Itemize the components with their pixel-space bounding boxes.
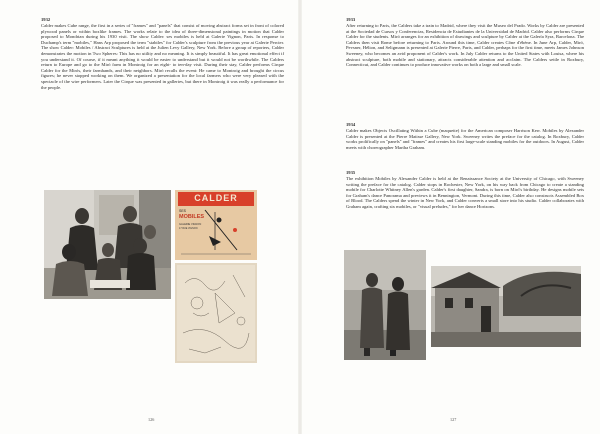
left-page: [0, 0, 298, 434]
photo-farmhouse: [431, 266, 581, 347]
right-page: [302, 0, 600, 434]
poster-address: 17 RUE VIGNON: [179, 227, 198, 230]
left-page-number: 126: [148, 417, 155, 422]
entry-text-1933: After returning to Paris, the Calders take a train to Madrid, where they visit the Museo del Prado. Works by Calder are presented at the Sociedad de Cursos y Conferencias, Residencia de Estudiantes de la Universidad de Madrid. Calder also performs Cirque Calder for the students. Miró arranges for an exhibition of drawings and sculpture by Calder at the Galería Syra, Barcelona. The Calders then visit Rome before returning to Paris. Around this time, Calder creates Cône d'ébène. In June Arp, Calder, Miró, Pevsner, Hélion, and Seligmann is presented at Galerie Pierre, Paris, and Calder, perhaps for the first time, meets James Johnson Sweeney, who becomes an avid proponent of Calder's work. In July Calder returns to the United States with Louisa, where his abstract sculpture, both mobile and stationary, attracts considerable attention and acclaim. The Calders settle in Roxbury, Connecticut, and Calder continues to produce innovative works on both a large and small scale.: [346, 23, 584, 68]
poster-subtitle: SES: [179, 209, 187, 213]
poster-title: MOBILES: [179, 214, 205, 220]
year-heading-1935: 1935: [346, 170, 356, 175]
sketch-drawing: [175, 263, 257, 363]
year-heading-1934: 1934: [346, 122, 356, 127]
entry-1934: [346, 122, 584, 150]
photo-couple: [344, 250, 426, 360]
entry-1933: [346, 17, 584, 68]
entry-text-1934: Calder makes Objects Oscillating Within a Cube (maquette) for the American composer Harrison Kerr. Mobiles by Alexander Calder is presented at the Pierre Matisse Gallery, New York. Sweeney writes the preface for the catalog. In Roxbury, Calder works prolifically on "panels" and "frames" and creates his first large-scale standing mobiles for the outdoors. In August, Calder meets with choreographer Martha Graham.: [346, 128, 584, 150]
entry-text-1935: The exhibition Mobiles by Alexander Calder is held at the Renaissance Society at the University of Chicago, with Sweeney writing the preface for the catalog. Calder stops in Rochester, New York, on his way back from Chicago to create a standing mobile for Charlotte Whitney Allen's garden. Calder's first daughter, Sandra, is born on Miró's birthday. He designs mobile sets for Graham's dance Panorama and previews it in Bennington, Vermont. During this time, Calder also constructs Assembled Box of Blood. The Calders spend the winter in New York, and Calder converts a small store into his studio. Calder collaborates with Graham again, crafting six mobiles, or "visual preludes," for her dance Horizons.: [346, 176, 584, 209]
left-text-block: [41, 17, 284, 90]
right-page-number: 127: [450, 417, 457, 422]
poster-artist-name: CALDER: [194, 193, 238, 203]
poster-venue: GALERIE VIGNON: [179, 223, 202, 226]
entry-text-1932: Calder makes Cube range, the first in a series of "frames" and "panels" that consist of moving abstract forms set in front of colored plywood panels or within boxlike frames. The works relate to the idea of three-dimensional paintings in motion that Calder proposed to Mondrian during his 1930 visit. The show Calder: ses mobiles is held at Galerie Vignon, Paris. In response to Duchamp's term "mobiles," Hans Arp proposed the term "stabiles" for Calder's sculpture from the previous year at Galerie Percier. The show Calder: Mobiles / Abstract Sculptures is held at the Julien Levy Gallery, New York. Before a group of reporters, Calder demonstrates the motion in Two Spheres: This has no utility and no meaning. It is simply beautiful. It has great emotional effect if you understand it. Of course, if it meant anything it would be easier to understand but it would not be worthwhile. The Calders return to Europe and go to the Miró farm in Montroig for an eight- to ten-day visit. During their stay, Calder performs Cirque Calder for the Mirós, their farmhands, and their neighbors. Miró recalls the event: He came to Montroig and brought the circus figures; he never stopped working on them. We organized a presentation for the local farmers who were very pleased with the spectacle of the wire performers. Later the Cirque was presented in galleries, but there in Montroig it was really a performance for the people.: [41, 23, 284, 90]
year-heading-1933: 1933: [346, 17, 356, 22]
entry-1935: [346, 170, 584, 210]
poster-calder-mobiles: [175, 190, 257, 260]
year-heading-1932: 1932: [41, 17, 51, 22]
photo-group-studio: [44, 190, 171, 299]
